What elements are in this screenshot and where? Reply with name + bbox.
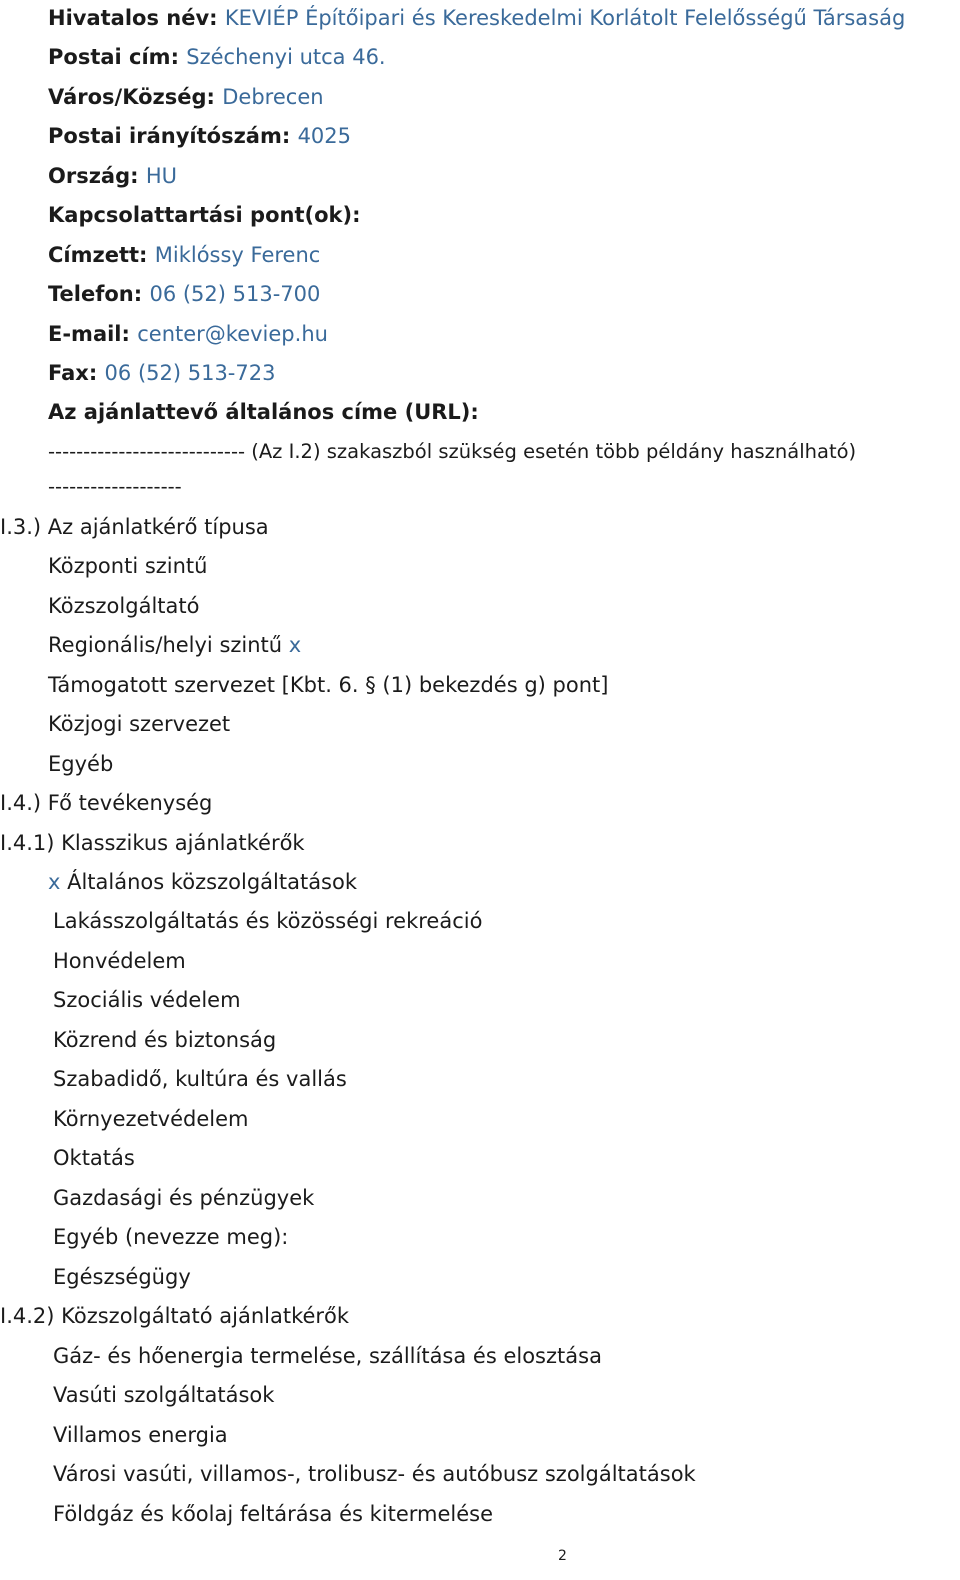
section-i41-heading: I.4.1) Klasszikus ajánlatkérők xyxy=(0,831,305,855)
i3-item-public-law xyxy=(48,710,230,738)
i41-general-mark: x xyxy=(48,870,68,894)
fax-line xyxy=(48,359,275,387)
i42-item: Földgáz és kőolaj feltárása és kitermelése xyxy=(53,1502,494,1526)
i41-item-general xyxy=(48,868,357,896)
i3-item-central xyxy=(48,552,207,580)
city-line xyxy=(48,83,324,111)
i41-item: Szabadidő, kultúra és vallás xyxy=(53,1067,347,1091)
country-line xyxy=(48,162,177,190)
page-number: 2 xyxy=(558,1548,567,1564)
email-value[interactable]: center@keviep.hu xyxy=(137,322,328,346)
phone-label: Telefon: xyxy=(48,282,150,306)
separator-note-line xyxy=(48,438,856,466)
section-i42-heading: I.4.2) Közszolgáltató ajánlatkérők xyxy=(0,1304,350,1328)
i41-item-text: Általános közszolgáltatások xyxy=(67,870,358,894)
city-label: Város/Község: xyxy=(48,85,223,109)
i41-item: Gazdasági és pénzügyek xyxy=(53,1186,315,1210)
i3-item-regional xyxy=(48,631,301,659)
section-i3-heading: I.3.) Az ajánlatkérő típusa xyxy=(0,515,269,539)
i41-item: Közrend és biztonság xyxy=(53,1028,277,1052)
section-i4-heading: I.4.) Fő tevékenység xyxy=(0,791,213,815)
i41-item: Honvédelem xyxy=(53,949,186,973)
i3-item-text: Közjogi szervezet xyxy=(48,712,231,736)
i3-item-text: Közszolgáltató xyxy=(48,594,200,618)
addressee-label: Címzett: xyxy=(48,243,155,267)
i3-item-supported xyxy=(48,671,608,699)
postal-address-label: Postai cím: xyxy=(48,45,187,69)
fax-value: 06 (52) 513-723 xyxy=(104,361,276,385)
separator-dashes: ---------------------------- xyxy=(48,440,246,463)
i41-item: Egyéb (nevezze meg): xyxy=(53,1225,289,1249)
i3-item-other xyxy=(48,750,113,778)
addressee-line xyxy=(48,241,320,269)
addressee-value: Miklóssy Ferenc xyxy=(154,243,321,267)
i42-item: Vasúti szolgáltatások xyxy=(53,1383,275,1407)
i41-item: Egészségügy xyxy=(53,1265,191,1289)
fax-label: Fax: xyxy=(48,361,105,385)
official-name-line xyxy=(48,4,905,32)
separator-dashes-2: ------------------- xyxy=(48,475,182,498)
official-name-value: KEVIÉP Építőipari és Kereskedelmi Korlátolt Felelősségű Társaság xyxy=(224,6,906,30)
i42-item: Városi vasúti, villamos-, trolibusz- és autóbusz szolgáltatások xyxy=(53,1462,696,1486)
city-value: Debrecen xyxy=(222,85,324,109)
postal-code-line xyxy=(48,122,351,150)
i41-item: Környezetvédelem xyxy=(53,1107,249,1131)
i3-item-public-service xyxy=(48,592,199,620)
postal-address-line xyxy=(48,43,386,71)
email-label: E-mail: xyxy=(48,322,138,346)
postal-address-value: Széchenyi utca 46. xyxy=(186,45,386,69)
i3-item-text: Egyéb xyxy=(48,752,114,776)
phone-line xyxy=(48,280,320,308)
postal-code-value: 4025 xyxy=(297,124,352,148)
i42-item: Villamos energia xyxy=(53,1423,228,1447)
separator-note: (Az I.2) szakaszból szükség esetén több példány használható) xyxy=(245,440,857,463)
country-value: HU xyxy=(145,164,178,188)
i3-item-text: Központi szintű xyxy=(48,554,208,578)
i42-item: Gáz- és hőenergia termelése, szállítása és elosztása xyxy=(53,1344,602,1368)
i3-item-text: Támogatott szervezet [Kbt. 6. § (1) bekezdés g) pont] xyxy=(48,673,609,697)
email-line xyxy=(48,320,328,348)
official-name-label: Hivatalos név: xyxy=(48,6,225,30)
contact-points-heading: Kapcsolattartási pont(ok): xyxy=(48,203,361,227)
i41-item: Lakásszolgáltatás és közösségi rekreáció xyxy=(53,909,483,933)
i41-item: Szociális védelem xyxy=(53,988,241,1012)
country-label: Ország: xyxy=(48,164,146,188)
phone-value: 06 (52) 513-700 xyxy=(149,282,321,306)
postal-code-label: Postai irányítószám: xyxy=(48,124,298,148)
url-heading: Az ajánlattevő általános címe (URL): xyxy=(48,400,479,424)
i3-item-text: Regionális/helyi szintű xyxy=(48,633,289,657)
i3-regional-mark: x xyxy=(288,633,302,657)
i41-item: Oktatás xyxy=(53,1146,135,1170)
